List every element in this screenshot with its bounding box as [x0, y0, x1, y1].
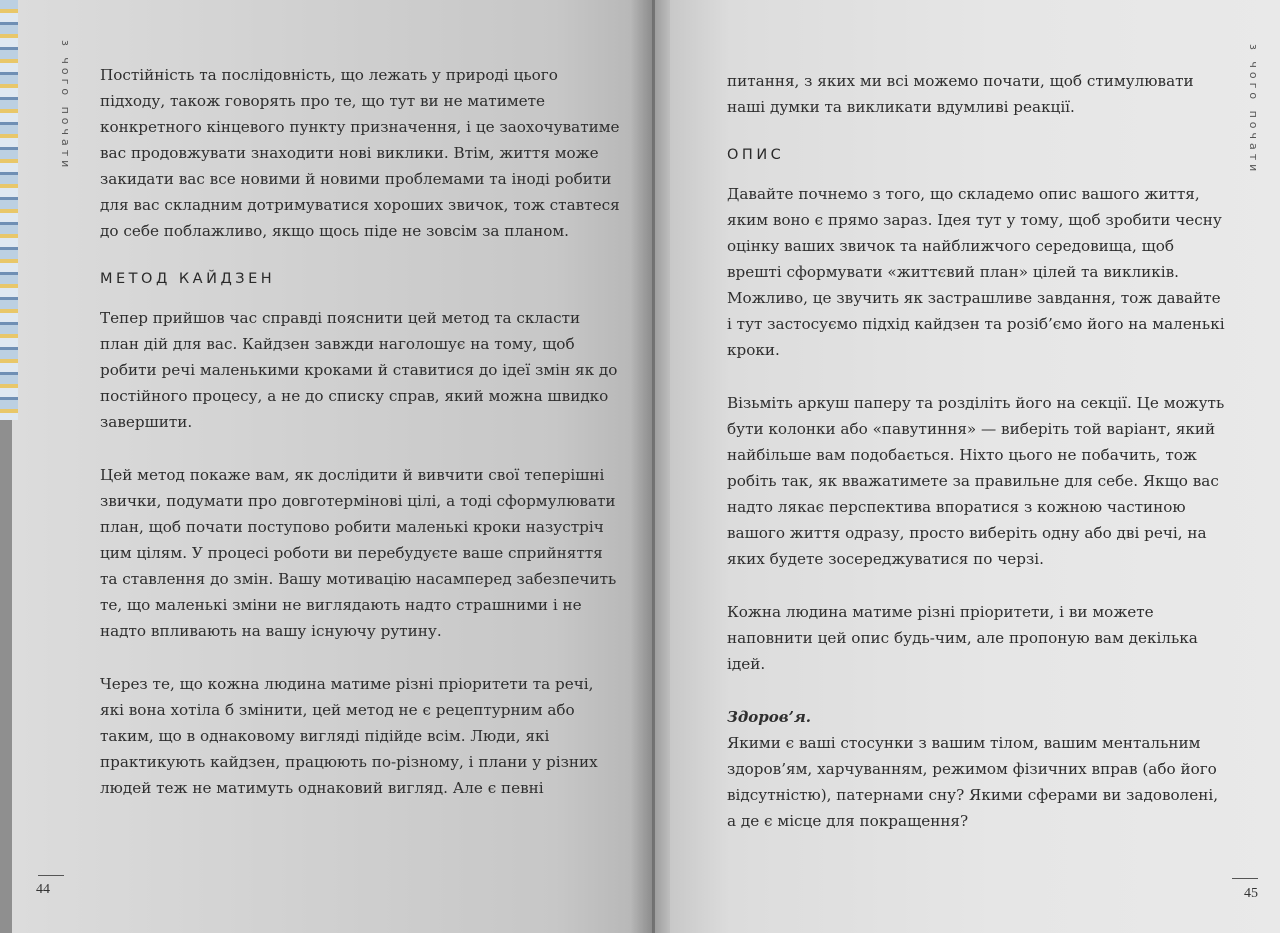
book-spine-shadow: [630, 0, 670, 933]
right-page-number: 45: [1244, 886, 1258, 901]
right-paragraph-3: Візьміть аркуш паперу та розділіть його на секції. Це можуть бути колонки або «павутиння» — виберіть той варіант, який найбільше вам подобається. Ніхто цього не побачить, тож робіть так, як вважатимете за правильне для себе. Якщо вас надто лякає перспектива впоратися з кожною частиною вашого життя одразу, просто виберіть одну або дві речі, на яких будете зосереджуватися по черзі.: [727, 394, 1225, 568]
right-page-number-rule: [1232, 878, 1258, 879]
left-text-block: [100, 62, 620, 828]
right-heading-description: ОПИС: [727, 147, 785, 163]
left-heading-kaizen-method: МЕТОД КАЙДЗЕН: [100, 271, 276, 287]
adjacent-book-edge: [0, 0, 18, 420]
right-text-block: [727, 68, 1227, 861]
left-paragraph-2: Тепер прийшов час справді пояснити цей метод та скласти план дій для вас. Кайдзен завжди наголошує на тому, щоб робити речі маленькими кроками й ставитися до ідеї змін як до постійного процесу, а не до списку справ, який можна швидко завершити.: [100, 309, 618, 431]
right-paragraph-health: Якими є ваші стосунки з вашим тілом, вашим ментальним здоров’ям, харчуванням, режимом фізичних вправ (або його відсутністю), патернами сну? Якими сферами ви задоволені, а де є місце для покращення?: [727, 734, 1219, 830]
right-paragraph-1: питання, з яких ми всі можемо почати, щоб стимулювати наші думки та викликати вдумливі реакції.: [727, 72, 1194, 116]
left-running-head: з чого почати: [59, 40, 72, 172]
left-paragraph-4: Через те, що кожна людина матиме різні пріоритети та речі, які вона хотіла б змінити, цей метод не є рецептурним або таким, що в однаковому вигляді підійде всім. Люди, які практикують кайдзен, працюють по-різному, і плани у різних людей теж не матимуть однаковий вигляд. Але є певні: [100, 675, 598, 797]
right-paragraph-4: Кожна людина матиме різні пріоритети, і ви можете наповнити цей опис будь-чим, але пропоную вам декілька ідей.: [727, 603, 1198, 673]
right-page: [655, 0, 1280, 933]
right-subhead-health: Здоров’я.: [727, 708, 811, 726]
left-page-number: 44: [36, 882, 50, 897]
right-paragraph-2: Давайте почнемо з того, що складемо опис вашого життя, яким воно є прямо зараз. Ідея тут у тому, щоб зробити чесну оцінку ваших звичок та найближчого середовища, щоб врешті сформувати «життєвий план» цілей та викликів. Можливо, це звучить як застрашливе завдання, тож давайте і тут застосуємо підхід кайдзен та розіб’ємо його на маленькі кроки.: [727, 185, 1225, 359]
left-page: [12, 0, 652, 933]
left-page-number-rule: [38, 875, 64, 876]
right-running-head: з чого почати: [1247, 44, 1260, 176]
left-paragraph-3: Цей метод покаже вам, як дослідити й вивчити свої теперішні звички, подумати про довготермінові цілі, а тоді сформулювати план, щоб почати поступово робити маленькі кроки назустріч цим цілям. У процесі роботи ви перебудуєте ваше сприйняття та ставлення до змін. Вашу мотивацію насамперед забезпечить те, що маленькі зміни не виглядають надто страшними і не надто впливають на вашу існуючу рутину.: [100, 466, 617, 640]
left-paragraph-1: Постійність та послідовність, що лежать у природі цього підходу, також говорять про те, що тут ви не матимете конкретного кінцевого пункту призначення, і це заохочуватиме вас продовжувати знаходити нові виклики. Втім, життя може закидати вас все новими й новими проблемами та іноді робити для вас складним дотримуватися хороших звичок, тож ставтеся до себе поблажливо, якщо щось піде не зовсім за планом.: [100, 66, 620, 240]
